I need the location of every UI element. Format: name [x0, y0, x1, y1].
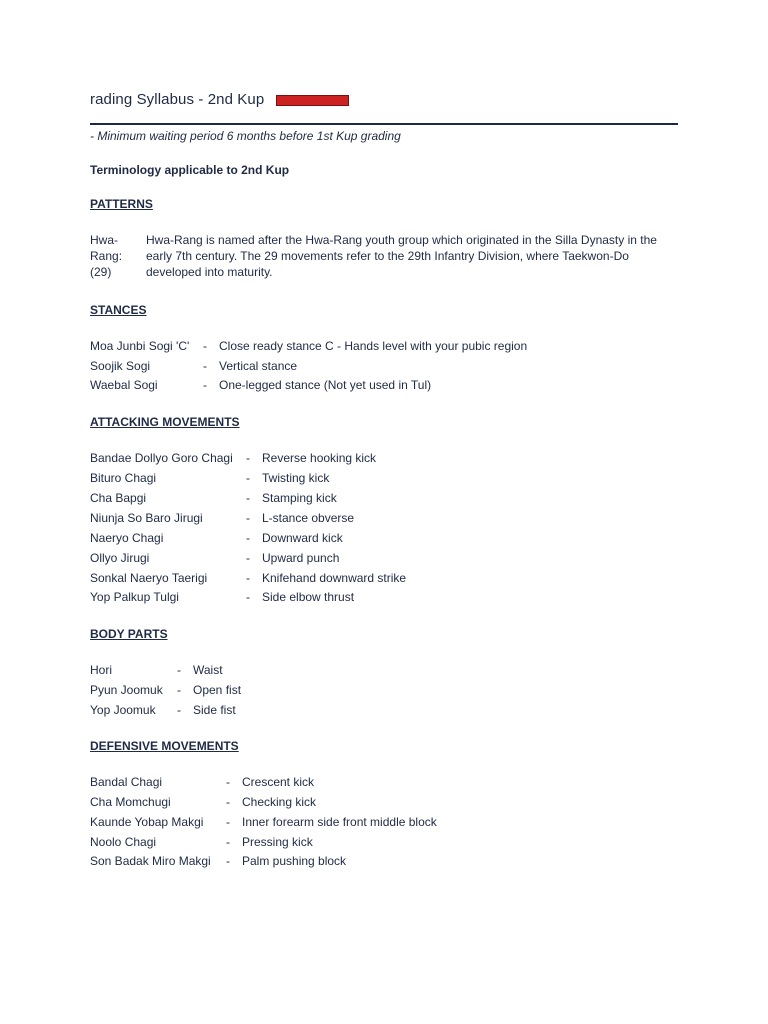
- defensive-heading: DEFENSIVE MOVEMENTS: [90, 739, 239, 753]
- attacking-separator: -: [246, 590, 250, 604]
- attacking-separator: -: [246, 531, 250, 545]
- title-row: [90, 91, 349, 108]
- stance-meaning: One-legged stance (Not yet used in Tul): [219, 378, 432, 392]
- patterns-heading: PATTERNS: [90, 197, 153, 211]
- attacking-separator: -: [246, 511, 250, 525]
- defensive-term: Bandal Chagi: [90, 775, 163, 789]
- body-part-term: Hori: [90, 663, 113, 677]
- attacking-meaning: Twisting kick: [262, 471, 330, 485]
- defensive-separator: -: [226, 854, 230, 868]
- stance-meaning: Vertical stance: [219, 359, 298, 373]
- attacking-term: Cha Bapgi: [90, 491, 147, 505]
- body-part-meaning: Side fist: [193, 703, 236, 717]
- body-part-term: Pyun Joomuk: [90, 683, 163, 697]
- attacking-meaning: Upward punch: [262, 551, 340, 565]
- defensive-meaning: Palm pushing block: [242, 854, 347, 868]
- terminology-title: Terminology applicable to 2nd Kup: [90, 163, 290, 177]
- pattern-name: Hwa-Rang: (29): [90, 233, 123, 279]
- defensive-separator: -: [226, 815, 230, 829]
- body-part-separator: -: [177, 663, 181, 677]
- attacking-term: Bandae Dollyo Goro Chagi: [90, 451, 233, 465]
- attacking-meaning: Side elbow thrust: [262, 590, 355, 604]
- body-part-separator: -: [177, 683, 181, 697]
- attacking-term: Yop Palkup Tulgi: [90, 590, 179, 604]
- attacking-meaning: Reverse hooking kick: [262, 451, 377, 465]
- attacking-term: Niunja So Baro Jirugi: [90, 511, 203, 525]
- defensive-meaning: Checking kick: [242, 795, 317, 809]
- attacking-meaning: Downward kick: [262, 531, 343, 545]
- body-parts-heading: BODY PARTS: [90, 627, 168, 641]
- attacking-separator: -: [246, 571, 250, 585]
- body-part-meaning: Open fist: [193, 683, 242, 697]
- attacking-separator: -: [246, 491, 250, 505]
- pattern-description: Hwa-Rang is named after the Hwa-Rang youth group which originated in the Silla Dynasty in the early 7th century. The 29 movements refer to the 29th Infantry Division, where Taekwon-Do developed into maturity.: [146, 233, 657, 279]
- attacking-term: Sonkal Naeryo Taerigi: [90, 571, 208, 585]
- defensive-separator: -: [226, 795, 230, 809]
- defensive-meaning: Pressing kick: [242, 835, 313, 849]
- defensive-separator: -: [226, 775, 230, 789]
- stance-term: Waebal Sogi: [90, 378, 158, 392]
- body-part-meaning: Waist: [193, 663, 223, 677]
- attacking-meaning: L-stance obverse: [262, 511, 355, 525]
- defensive-term: Son Badak Miro Makgi: [90, 854, 211, 868]
- attacking-term: Naeryo Chagi: [90, 531, 164, 545]
- attacking-meaning: Stamping kick: [262, 491, 337, 505]
- attacking-separator: -: [246, 451, 250, 465]
- stance-term: Soojik Sogi: [90, 359, 151, 373]
- attacking-heading: ATTACKING MOVEMENTS: [90, 415, 240, 429]
- attacking-term: Bituro Chagi: [90, 471, 157, 485]
- body-part-term: Yop Joomuk: [90, 703, 156, 717]
- body-part-separator: -: [177, 703, 181, 717]
- attacking-separator: -: [246, 471, 250, 485]
- stance-meaning: Close ready stance C - Hands level with your pubic region: [219, 339, 528, 353]
- attacking-separator: -: [246, 551, 250, 565]
- attacking-meaning: Knifehand downward strike: [262, 571, 407, 585]
- defensive-meaning: Crescent kick: [242, 775, 315, 789]
- title-divider: [90, 123, 678, 125]
- stance-separator: -: [203, 378, 207, 392]
- defensive-meaning: Inner forearm side front middle block: [242, 815, 437, 829]
- stance-separator: -: [203, 339, 207, 353]
- stance-term: Moa Junbi Sogi 'C': [90, 339, 190, 353]
- page-title: rading Syllabus - 2nd Kup: [90, 91, 265, 108]
- defensive-term: Noolo Chagi: [90, 835, 157, 849]
- defensive-separator: -: [226, 835, 230, 849]
- belt-color-swatch: [276, 95, 349, 106]
- defensive-term: Cha Momchugi: [90, 795, 171, 809]
- waiting-period-note: - Minimum waiting period 6 months before 1st Kup grading: [90, 129, 401, 143]
- attacking-term: Ollyo Jirugi: [90, 551, 150, 565]
- stance-separator: -: [203, 359, 207, 373]
- defensive-term: Kaunde Yobap Makgi: [90, 815, 204, 829]
- stances-heading: STANCES: [90, 303, 147, 317]
